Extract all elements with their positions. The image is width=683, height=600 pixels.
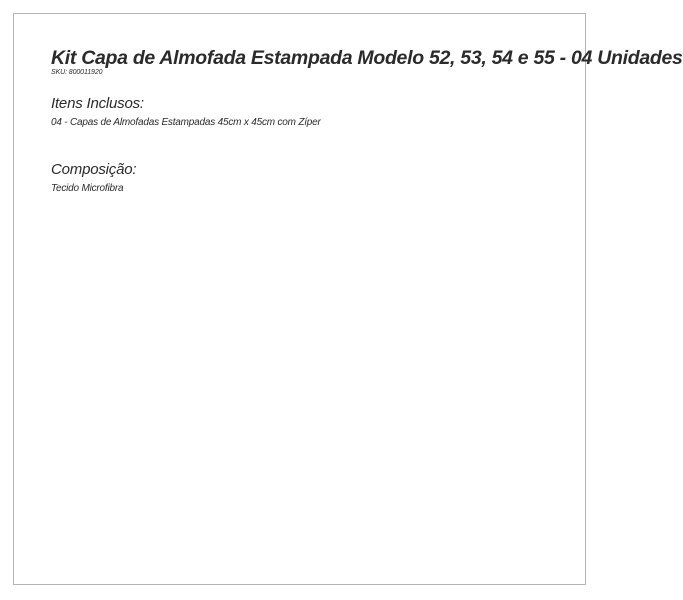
product-sku: SKU: 800011920 bbox=[51, 69, 103, 76]
composition-text: Tecido Microfibra bbox=[51, 183, 124, 194]
items-included-text: 04 - Capas de Almofadas Estampadas 45cm x 45cm com Zíper bbox=[51, 117, 321, 128]
product-title: Kit Capa de Almofada Estampada Modelo 52, 53, 54 e 55 - 04 Unidades bbox=[51, 47, 683, 69]
composition-heading: Composição: bbox=[51, 161, 137, 178]
content-frame bbox=[13, 13, 683, 585]
items-included-heading: Itens Inclusos: bbox=[51, 95, 144, 112]
